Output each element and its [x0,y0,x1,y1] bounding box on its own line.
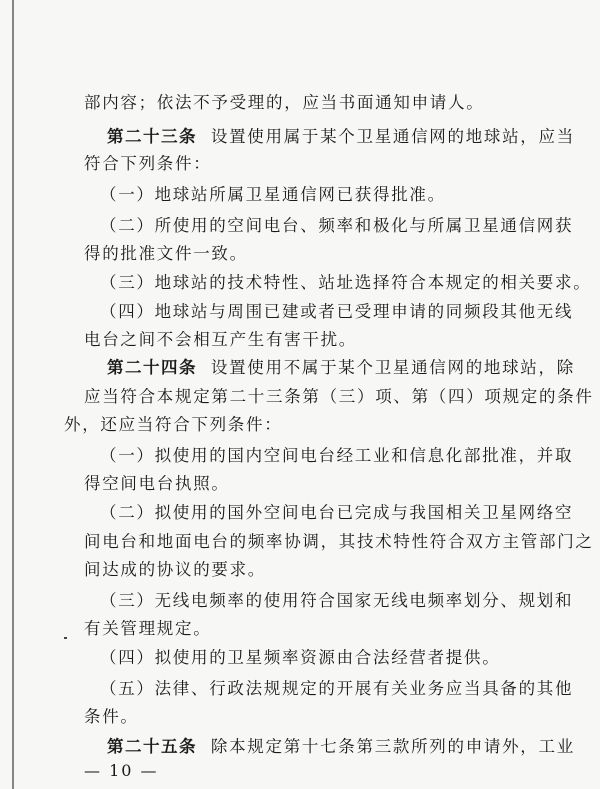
article-25-heading-line: 第二十五条 除本规定第十七条第三款所列的申请外，工业 [107,737,575,756]
item-line: （一）地球站所属卫星通信网已获得批准。 [100,185,446,204]
item-line: （三）地球站的技术特性、站址选择符合本规定的相关要求。 [100,273,592,292]
article-number: 第二十三条 [107,127,197,146]
text-line-19: 有关管理规定。 [84,619,212,638]
text-line-3: 符合下列条件： [84,154,212,173]
article-number: 第二十五条 [107,737,197,756]
item-line: （四）拟使用的卫星频率资源由合法经营者提供。 [100,648,501,667]
page-number: — 10 — [84,761,159,780]
text-line-1: 部内容；依法不予受理的，应当书面通知申请人。 [84,93,485,112]
article-24-heading-line: 第二十四条 设置使用不属于某个卫星通信网的地球站，除 [107,358,575,377]
text-line-12: 外，还应当符合下列条件： [64,415,283,434]
item-line: （五）法律、行政法规规定的开展有关业务应当具备的其他 [100,679,574,698]
text-line-11: 应当符合本规定第二十三条第（三）项、第（四）项规定的条件 [84,387,594,406]
item-line: （二）拟使用的国外空间电台已完成与我国相关卫星网络空 [100,503,574,522]
text-line-16: 间电台和地面电台的频率协调，其技术特性符合双方主管部门之 [84,532,594,551]
item-line: （一）拟使用的国内空间电台经工业和信息化部批准，并取 [100,446,574,465]
text-line-14: 得空间电台执照。 [84,474,230,493]
text-line-6: 得的批准文件一致。 [84,244,248,263]
text-line-22: 条件。 [84,707,139,726]
article-23-heading-line: 第二十三条 设置使用属于某个卫星通信网的地球站，应当 [107,127,575,146]
item-line: （四）地球站与周围已建或者已受理申请的同频段其他无线 [100,302,574,321]
text-line-17: 间达成的协议的要求。 [84,560,266,579]
article-number: 第二十四条 [107,358,197,377]
item-line: （二）所使用的空间电台、频率和极化与所属卫星通信网获 [100,216,574,235]
text-line-9: 电台之间不会相互产生有害干扰。 [84,330,357,349]
item-line: （三）无线电频率的使用符合国家无线电频率划分、规划和 [100,591,574,610]
